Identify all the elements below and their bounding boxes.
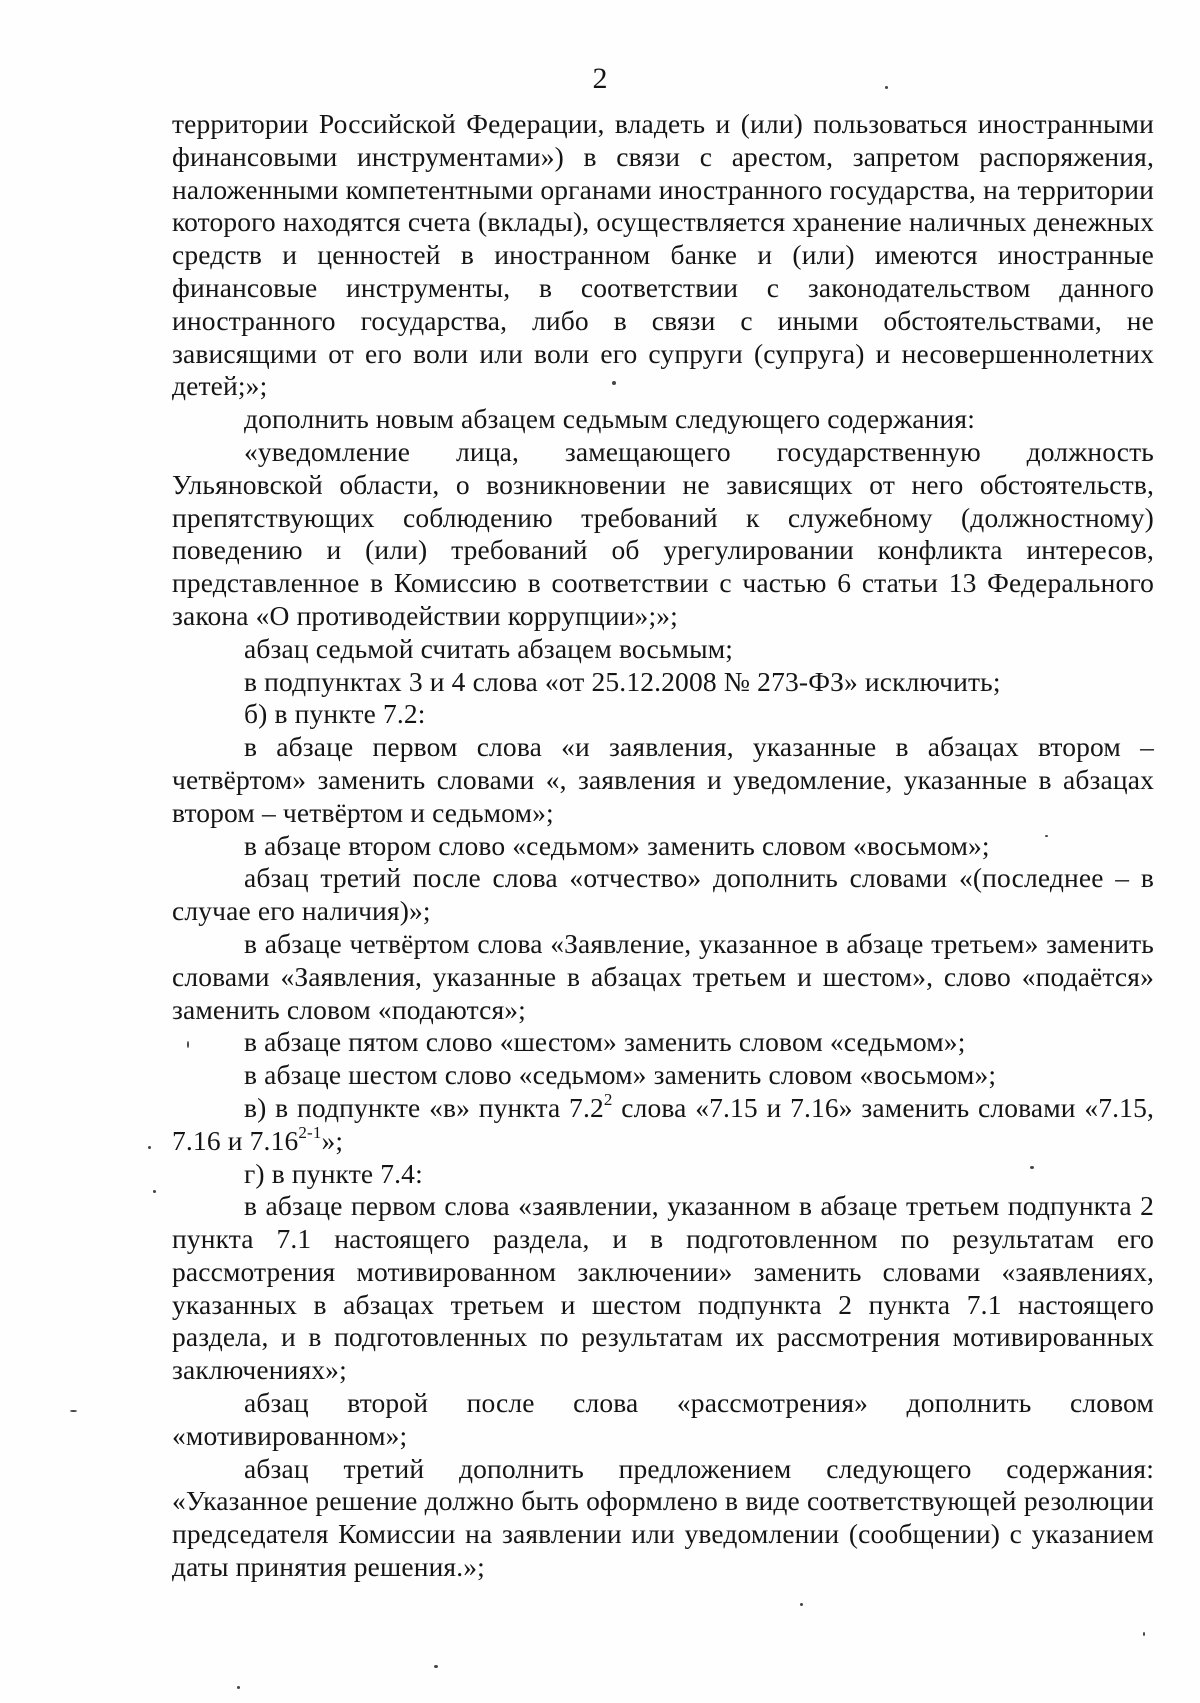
paragraph-text-before: в) в подпункте «в» пункта 7.2 <box>244 1091 604 1123</box>
paragraph: абзац седьмой считать абзацем восьмым; <box>244 632 734 664</box>
scan-speck <box>148 1146 151 1149</box>
superscript: 2 <box>603 1089 613 1109</box>
scan-speck <box>800 1603 803 1606</box>
scan-speck <box>1030 1166 1034 1169</box>
scan-speck <box>612 381 616 385</box>
paragraph: «уведомление лица, замещающего государственную должность Ульяновской области, о возникновении не зависящих от него обстоятельств, препятствующих соблюдению требований к служебному (должностному) поведению и (или) требований об урегулировании конфликта интересов, представленное в Комиссию в соответствии с частью 6 статьи 13 Федерального закона «О противодействии коррупции»;»; <box>172 435 1154 631</box>
paragraph: абзац третий дополнить предложением следующего содержания: «Указанное решение должно быть оформлено в виде соответствующей резолюции председателя Комиссии на заявлении или уведомлении (сообщении) с указанием даты принятия решения.»; <box>172 1452 1154 1583</box>
scan-speck <box>1143 1632 1145 1636</box>
scan-speck <box>434 1665 438 1668</box>
scan-speck <box>153 1190 156 1193</box>
paragraph-text-middle: слова «7.15 и 7.16» заменить словами «7.15, 7.16 и 7.16 <box>172 1091 1154 1156</box>
scan-speck <box>70 1410 77 1412</box>
paragraph: территории Российской Федерации, владеть и (или) пользоваться иностранными финансовыми инструментами») в связи с арестом, запретом распоряжения, наложенными компетентными органами иностранного государства, на территории которого находятся счета (вклады), осуществляется хранение наличных денежных средств и ценностей в иностранном банке и (или) имеются иностранные финансовые инструменты, в соответствии с законодательством данного иностранного государства, либо в связи с иными обстоятельствами, не зависящими от его воли или воли его супруги (супруга) и несовершеннолетних детей;»; <box>172 108 1154 402</box>
paragraph: дополнить новым абзацем седьмым следующего содержания: <box>244 403 975 435</box>
scan-speck <box>1045 835 1048 837</box>
paragraph: абзац второй после слова «рассмотрения» дополнить словом «мотивированном»; <box>172 1387 1154 1451</box>
scan-speck <box>237 1686 240 1689</box>
paragraph: абзац третий после слова «отчество» дополнить словами «(последнее – в случае его наличия)»; <box>172 862 1154 927</box>
page-number: 2 <box>592 62 608 95</box>
scan-speck <box>187 1041 189 1048</box>
paragraph: в абзаце втором слово «седьмом» заменить словом «восьмом»; <box>244 829 990 861</box>
paragraph: в подпунктах 3 и 4 слова «от 25.12.2008 № 273-ФЗ» исключить; <box>244 665 1001 697</box>
document-body <box>172 108 1154 1584</box>
paragraph: б) в пункте 7.2: <box>244 698 426 730</box>
paragraph: в абзаце пятом слово «шестом» заменить словом «седьмом»; <box>244 1026 966 1058</box>
paragraph-text-after: »; <box>321 1124 344 1156</box>
paragraph: в абзаце шестом слово «седьмом» заменить словом «восьмом»; <box>244 1059 997 1091</box>
paragraph: в абзаце первом слова «и заявления, указанные в абзацах втором – четвёртом» заменить словами «, заявления и уведомление, указанные в абзацах втором – четвёртом и седьмом»; <box>172 731 1154 828</box>
superscript: 2-1 <box>298 1122 322 1142</box>
paragraph-with-superscripts <box>172 1089 1154 1158</box>
paragraph: г) в пункте 7.4: <box>244 1157 423 1189</box>
scan-speck <box>885 86 888 89</box>
paragraph: в абзаце четвёртом слова «Заявление, указанное в абзаце третьем» заменить словами «Заявления, указанные в абзацах третьем и шестом», слово «подаётся» заменить словом «подаются»; <box>172 927 1154 1025</box>
paragraph: в абзаце первом слова «заявлении, указанном в абзаце третьем подпункта 2 пункта 7.1 настоящего раздела, и в подготовленном по результатам его рассмотрения мотивированном заключении» заменить словами «заявлениях, указанных в абзацах третьем и шестом подпункта 2 пункта 7.1 настоящего раздела, и в подготовленных по результатам их рассмотрения мотивированных заключениях»; <box>172 1190 1154 1386</box>
